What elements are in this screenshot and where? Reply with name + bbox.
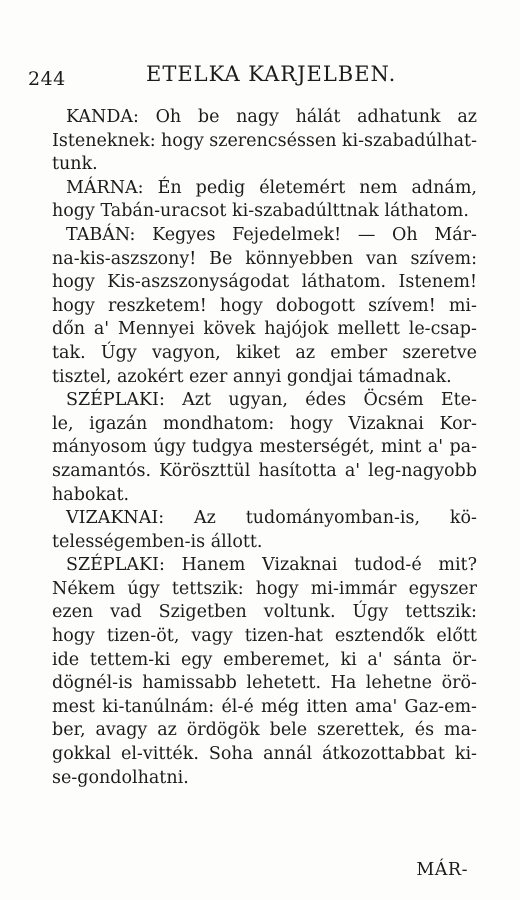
text-line: ezen vad Szigetben voltunk. Úgy tettszik: (52, 602, 477, 623)
page-number: 244 (28, 68, 66, 90)
text-line: ber, avagy az ördögök bele szerettek, és ma- (52, 720, 477, 741)
text-line: hogy tizen-öt, vagy tizen-hat esztendők előtt (52, 626, 477, 647)
text-line: KANDA: Oh be nagy hálát adhatunk az (66, 107, 477, 127)
text-line: szamantós. Köröszttül hasította a' leg-nagyobb (52, 460, 477, 481)
text-line: habokat. (52, 484, 130, 505)
text-line: Nékem úgy tettszik: hogy mi-immár egyszer (52, 578, 477, 599)
text-line: SZÉPLAKI: Hanem Vizaknai tudod-é mit? (66, 555, 477, 576)
dialogue-text (52, 106, 477, 790)
text-line: mest ki-tanúlnám: él-é még itten ama' Gaz-em- (52, 696, 477, 717)
catchword: MÁR- (416, 860, 468, 880)
text-line: hogy Kis-aszszonyságodat láthatom. Istenem! (52, 272, 477, 293)
text-line: MÁRNA: Én pedig életemért nem adnám, (66, 177, 477, 198)
text-line: hogy reszketem! hogy dobogott szívem! mi- (52, 295, 477, 316)
text-line: hogy Tabán-uracsot ki-szabadúlttnak láthatom. (52, 201, 469, 222)
text-line: ide tettem-ki egy emberemet, ki a' sánta ör- (52, 649, 477, 670)
text-line: dőn a' Mennyei kövek hajójok mellett le-csap- (52, 319, 477, 340)
text-line: telességemben-is állott. (52, 531, 263, 552)
text-line: VIZAKNAI: Az tudományomban-is, kö- (66, 508, 477, 529)
text-line: TABÁN: Kegyes Fejedelmek! — Oh Már- (66, 224, 477, 245)
text-line: tunk. (52, 154, 98, 175)
text-line: Isteneknek: hogy szerencséssen ki-szabadúlhat- (52, 130, 477, 151)
running-head: ETELKA KARJELBEN. (146, 62, 397, 86)
text-line: gokkal el-vitték. Soha annál átkozottabbat ki- (52, 744, 477, 765)
text-line: dögnél-is hamissabb lehetett. Ha lehetne örö- (52, 673, 477, 694)
text-line: mányosom úgy tudgya mesterségét, mint a' pa- (52, 437, 477, 458)
text-line: SZÉPLAKI: Azt ugyan, édes Öcsém Ete- (66, 390, 477, 411)
text-line: le, igazán mondhatom: hogy Vizaknai Kor- (52, 413, 477, 434)
text-line: se-gondolhatni. (52, 767, 189, 788)
text-line: na-kis-aszszony! Be könnyebben van szívem: (52, 248, 477, 269)
page-header (28, 50, 488, 90)
text-line: tisztel, azokért ezer annyi gondjai támadnak. (52, 366, 452, 387)
text-line: tak. Úgy vagyon, kiket az ember szeretve (52, 342, 477, 363)
